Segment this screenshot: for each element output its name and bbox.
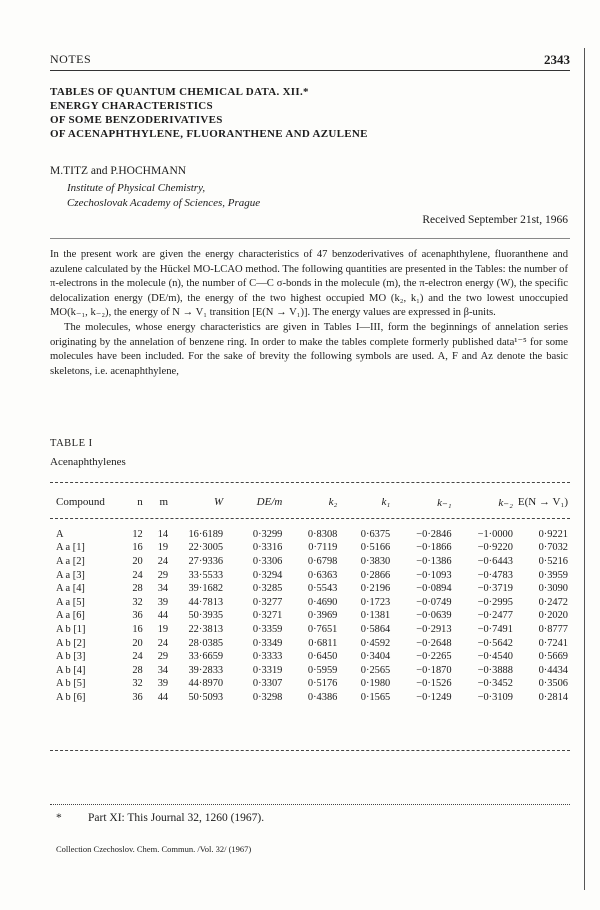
table-cell: 44 xyxy=(157,692,169,704)
table-cell: 0·5543 xyxy=(307,583,338,595)
table-cell: −0·3719 xyxy=(477,583,513,595)
table-cell: −0·0639 xyxy=(416,610,452,622)
table-cell: 0·8308 xyxy=(307,528,338,540)
table-cell: 24 xyxy=(132,651,143,663)
column-header: E(N → V₁) xyxy=(517,496,568,508)
data-table xyxy=(56,490,568,704)
table-cell: 39 xyxy=(157,596,169,608)
table-cell: −0·1386 xyxy=(416,556,452,568)
table-cell: 0·5166 xyxy=(360,542,391,554)
table-cell: 22·3005 xyxy=(188,542,224,554)
table-cell: 29 xyxy=(157,569,169,581)
table-cell: 12 xyxy=(132,528,143,540)
table-cell: −0·0749 xyxy=(416,596,452,608)
table-cell: A xyxy=(56,528,64,540)
table-cell: 27·9336 xyxy=(188,556,224,568)
table-cell: 0·3294 xyxy=(252,569,283,581)
column-header: Compound xyxy=(56,496,105,508)
section-label: NOTES xyxy=(50,52,92,66)
table-cell: A a [2] xyxy=(56,556,85,568)
table-row xyxy=(56,568,568,582)
table-bottom-rule xyxy=(50,750,570,751)
table-cell: 0·3404 xyxy=(360,651,391,663)
table-cell: 14 xyxy=(157,528,169,540)
table-cell: 0·2814 xyxy=(538,692,568,704)
table-cell: 0·5176 xyxy=(307,678,338,690)
table-row xyxy=(56,541,568,555)
table-cell: A b [4] xyxy=(56,664,86,676)
table-cell: −0·7491 xyxy=(477,624,513,636)
table-body xyxy=(56,514,568,704)
table-cell: −0·2995 xyxy=(477,596,513,608)
table-cell: 0·5959 xyxy=(307,664,338,676)
affiliation-line: Czechoslovak Academy of Sciences, Prague xyxy=(67,197,261,209)
table-cell: 0·3359 xyxy=(252,624,283,636)
running-header xyxy=(50,52,570,70)
table-cell: −0·3452 xyxy=(477,678,513,690)
table-cell: −0·1093 xyxy=(416,569,452,581)
table-cell: 0·7032 xyxy=(538,542,568,554)
table-cell: 0·6811 xyxy=(308,637,338,649)
table-cell: 24 xyxy=(157,637,169,649)
table-cell: 39 xyxy=(157,678,169,690)
table-header-row xyxy=(56,490,568,514)
table-cell: 0·3090 xyxy=(538,583,568,595)
table-cell: −0·1870 xyxy=(416,664,452,676)
table-cell: 32 xyxy=(132,678,143,690)
table-cell: −0·2265 xyxy=(416,651,452,663)
table-cell: 22·3813 xyxy=(188,624,224,636)
table-cell: 28·0385 xyxy=(188,637,224,649)
table-cell: −0·2913 xyxy=(416,624,452,636)
table-cell: 39·1682 xyxy=(188,583,224,595)
title-line: OF SOME BENZODERIVATIVES xyxy=(50,114,223,126)
table-cell: −0·5642 xyxy=(477,637,513,649)
table-cell: −0·1866 xyxy=(416,542,452,554)
table-cell: 0·6798 xyxy=(307,556,338,568)
table-row xyxy=(56,691,568,705)
table-cell: 19 xyxy=(157,542,169,554)
table-cell: 0·3316 xyxy=(252,542,283,554)
table-cell: −0·6443 xyxy=(477,556,513,568)
column-header: k₋₂ xyxy=(498,496,513,509)
table-row xyxy=(56,528,568,542)
column-header: k₁ xyxy=(381,496,391,508)
table-cell: 24 xyxy=(157,556,169,568)
table-cell: 36 xyxy=(132,692,143,704)
page-number: 2343 xyxy=(544,52,570,67)
table-top-rule xyxy=(50,482,570,483)
table-cell: 0·3830 xyxy=(360,556,391,568)
table-cell: −0·1249 xyxy=(416,692,452,704)
table-cell: 50·3935 xyxy=(188,610,224,622)
table-cell: 0·3299 xyxy=(252,528,283,540)
table-cell: A a [1] xyxy=(56,542,85,554)
table-cell: 0·1723 xyxy=(360,596,391,608)
table-cell: A a [3] xyxy=(56,569,85,581)
table-cell: 32 xyxy=(132,596,143,608)
table-row xyxy=(56,596,568,610)
table-cell: 0·6450 xyxy=(307,651,338,663)
journal-footer: Collection Czechoslov. Chem. Commun. /Vol. 32/ (1967) xyxy=(56,844,252,854)
table-cell: A b [5] xyxy=(56,678,86,690)
table-cell: 0·3333 xyxy=(252,651,283,663)
table-cell: 0·3277 xyxy=(252,596,283,608)
title-line: TABLES OF QUANTUM CHEMICAL DATA. XII.* xyxy=(50,86,309,98)
table-cell: 44 xyxy=(157,610,169,622)
column-header: DE/m xyxy=(256,496,283,508)
table-cell: 0·3285 xyxy=(252,583,283,595)
table-spacer xyxy=(56,514,568,528)
table-cell: 0·4592 xyxy=(360,637,391,649)
table-cell: 0·1381 xyxy=(360,610,391,622)
title-line: OF ACENAPHTHYLENE, FLUORANTHENE AND AZULENE xyxy=(50,128,368,140)
table-row xyxy=(56,650,568,664)
table-cell: 24 xyxy=(132,569,143,581)
table-cell: 0·1565 xyxy=(360,692,391,704)
table-cell: A a [4] xyxy=(56,583,85,595)
column-header: k₂ xyxy=(328,496,338,508)
table-cell: −0·2648 xyxy=(416,637,452,649)
table-cell: 0·4434 xyxy=(538,664,568,676)
table-cell: −0·3888 xyxy=(477,664,513,676)
title-line: ENERGY CHARACTERISTICS xyxy=(50,100,213,112)
table-cell: −0·1526 xyxy=(416,678,452,690)
table-cell: 0·3349 xyxy=(252,637,283,649)
table-cell: 0·3307 xyxy=(252,678,283,690)
table-cell: A b [1] xyxy=(56,624,86,636)
column-header: W xyxy=(213,496,224,508)
footnote xyxy=(56,812,264,824)
abstract xyxy=(50,248,568,379)
table-cell: 0·5864 xyxy=(360,624,391,636)
column-header: n xyxy=(137,496,143,508)
table-cell: 0·3298 xyxy=(252,692,283,704)
table-cell: 0·5669 xyxy=(538,651,568,663)
table-cell: 19 xyxy=(157,624,169,636)
table-cell: 0·4386 xyxy=(307,692,338,704)
table-cell: 44·7813 xyxy=(188,596,224,608)
table-cell: 44·8970 xyxy=(188,678,224,690)
table-row xyxy=(56,623,568,637)
footnote-marker: * xyxy=(56,812,62,824)
table-cell: 0·5216 xyxy=(538,556,568,568)
affiliation xyxy=(67,181,260,211)
table-cell: 0·6363 xyxy=(307,569,338,581)
table-cell: −0·4783 xyxy=(477,569,513,581)
table-cell: 0·3319 xyxy=(252,664,283,676)
table-row xyxy=(56,636,568,650)
footnote-text: Part XI: This Journal 32, 1260 (1967). xyxy=(88,812,265,824)
table-row xyxy=(56,677,568,691)
abstract-divider xyxy=(50,238,570,239)
table-cell: 33·5533 xyxy=(188,569,224,581)
article-title xyxy=(50,85,368,141)
table-cell: 0·2472 xyxy=(538,596,568,608)
table-cell: 16·6189 xyxy=(188,528,224,540)
table-cell: 0·3271 xyxy=(252,610,283,622)
received-date: Received September 21st, 1966 xyxy=(422,214,568,226)
table-cell: −0·0894 xyxy=(416,583,452,595)
table-cell: A a [6] xyxy=(56,610,85,622)
table-row xyxy=(56,609,568,623)
column-header: m xyxy=(159,496,169,508)
table-cell: 28 xyxy=(132,583,143,595)
table-cell: 29 xyxy=(157,651,169,663)
table-cell: −0·2477 xyxy=(477,610,513,622)
column-header: k₋₁ xyxy=(437,496,452,509)
abstract-paragraph: The molecules, whose energy characteristics are given in Tables I—III, form the beginnings of annelation series originating by the annelation of benzene ring. In order to make the tables complete formerly published data¹⁻⁵ for some molecules have been included. For the sake of brevity the following symbols are used. A, F and Az denote the basic skeletons, i.e. acenaphthylene, xyxy=(50,321,568,377)
table-cell: 16 xyxy=(132,624,143,636)
table-cell: 50·5093 xyxy=(188,692,224,704)
table-cell: 0·3306 xyxy=(252,556,283,568)
authors: M.TITZ and P.HOCHMANN xyxy=(50,165,187,177)
table-cell: 0·7651 xyxy=(307,624,338,636)
table-cell: 16 xyxy=(132,542,143,554)
table-cell: 0·2020 xyxy=(538,610,568,622)
table-cell: 0·2196 xyxy=(360,583,391,595)
table-cell: 0·4690 xyxy=(307,596,338,608)
table-cell: 0·2565 xyxy=(360,664,391,676)
table-cell: 34 xyxy=(157,664,169,676)
header-divider xyxy=(50,70,570,71)
table-cell: 39·2833 xyxy=(188,664,224,676)
table-cell: A b [2] xyxy=(56,637,86,649)
table-cell: 33·6659 xyxy=(188,651,224,663)
table-cell: 28 xyxy=(132,664,143,676)
table-row xyxy=(56,664,568,678)
table-cell: 0·3959 xyxy=(538,569,568,581)
affiliation-line: Institute of Physical Chemistry, xyxy=(67,182,206,194)
table-label: TABLE I xyxy=(50,438,93,449)
margin-rule xyxy=(584,48,585,890)
table-cell: 20 xyxy=(132,556,143,568)
table-cell: A b [3] xyxy=(56,651,86,663)
table-cell: 0·3506 xyxy=(538,678,568,690)
table-cell: 36 xyxy=(132,610,143,622)
table-cell: −0·9220 xyxy=(477,542,513,554)
table-caption: Acenaphthylenes xyxy=(50,456,126,468)
abstract-paragraph: In the present work are given the energy characteristics of 47 benzoderivatives of acenaphthylene, fluoranthene and azulene calculated by the Hückel MO-LCAO method. The following quantities are presented in the Tables: the number of π-electrons in the molecule (n), the number of C—C σ-bonds in the molecule (m), the π-electron energy (W), the specific delocalization energy (DE/m), the energy of the two highest occupied MO (k₂, k₁) and the two lowest unoccupied MO(k₋₁, k₋₂), the energy of N → V₁ transition [E(N → V₁)]. The energy values are expressed in β-units. xyxy=(50,249,568,319)
table-cell: A b [6] xyxy=(56,692,86,704)
table-cell: 0·7241 xyxy=(538,637,568,649)
table-cell: 0·6375 xyxy=(360,528,391,540)
table-cell: −0·4540 xyxy=(477,651,513,663)
table-row xyxy=(56,582,568,596)
table-cell: 34 xyxy=(157,583,169,595)
table-cell: −1·0000 xyxy=(477,528,513,540)
table-cell: 0·2866 xyxy=(360,569,391,581)
table-cell: −0·3109 xyxy=(477,692,513,704)
table-cell: 0·9221 xyxy=(538,528,568,540)
table-cell: 20 xyxy=(132,637,143,649)
table-cell: 0·3969 xyxy=(307,610,338,622)
table-cell: −0·2846 xyxy=(416,528,452,540)
table-cell: 0·7119 xyxy=(308,542,338,554)
table-cell: 0·8777 xyxy=(538,624,568,636)
footnote-rule xyxy=(50,804,570,805)
table-cell: 0·1980 xyxy=(360,678,391,690)
table-row xyxy=(56,555,568,569)
table-cell: A a [5] xyxy=(56,596,85,608)
